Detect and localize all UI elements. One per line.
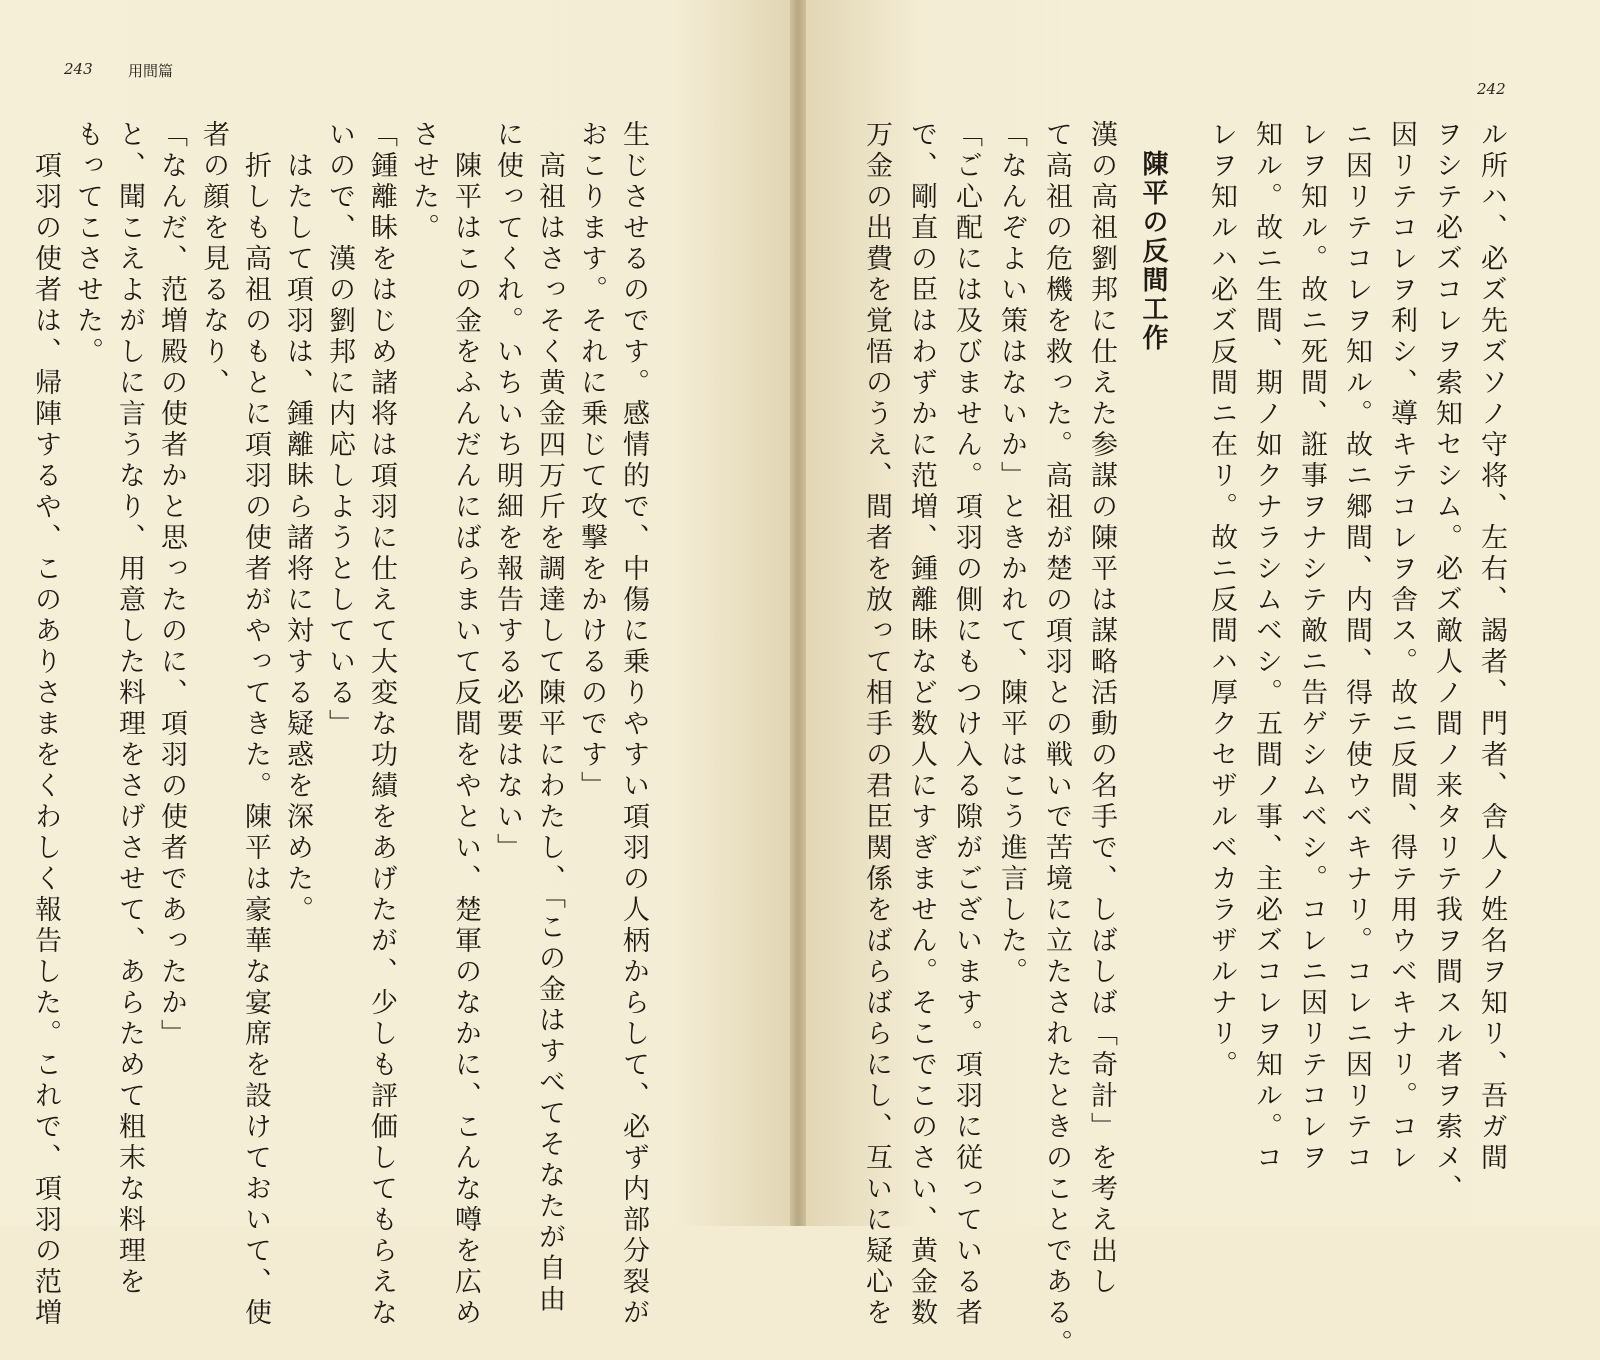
- text-line: ヲシテ必ズコレヲ索知セシム。必ズ敵人ノ間ノ来タリテ我ヲ間スル者ヲ索メ、: [1431, 120, 1462, 1205]
- text-line: 万金の出費を覚悟のうえ、間者を放って相手の君臣関係をばらばらにし、互いに疑心を: [861, 120, 892, 1329]
- text-line: 「なんぞよい策はないか」ときかれて、陳平はこう進言した。: [996, 120, 1027, 988]
- page-number-right: 242: [1477, 80, 1506, 98]
- text-line: ル所ハ、必ズ先ズソノ守将、左右、謁者、門者、舎人ノ姓名ヲ知リ、吾ガ間: [1476, 120, 1507, 1174]
- text-line: で、剛直の臣はわずかに范増、鍾離眛など数人にすぎません。そこでこのさい、黄金数: [906, 120, 937, 1329]
- text-line: 者の顔を見るなり、: [198, 120, 229, 399]
- text-line: おこります。それに乗じて攻撃をかけるのです」: [576, 120, 607, 802]
- text-line: 生じさせるのです。感情的で、中傷に乗りやすい項羽の人柄からして、必ず内部分裂が: [618, 120, 649, 1329]
- text-line: 「鍾離眛をはじめ諸将は項羽に仕えて大変な功績をあげたが、少しも評価してもらえな: [366, 120, 397, 1329]
- text-line: に使ってくれ。いちいち明細を報告する必要はない」: [492, 120, 523, 864]
- text-line: もってこさせた。: [72, 120, 103, 368]
- text-line: 陳平はこの金をふんだんにばらまいて反間をやとい、楚軍のなかに、こんな噂を広め: [450, 120, 481, 1329]
- page-number-left: 243: [64, 60, 93, 78]
- gutter: [790, 0, 806, 1226]
- text-line: 項羽の使者は、帰陣するや、このありさまをくわしく報告した。これで、項羽の范増: [30, 120, 61, 1329]
- text-line: いので、漢の劉邦に内応しようとしている」: [324, 120, 355, 740]
- text-line: 折しも高祖のもとに項羽の使者がやってきた。陳平は豪華な宴席を設けておいて、使: [240, 120, 271, 1329]
- text-line: 因リテコレヲ利シ、導キテコレヲ舎ス。故ニ反間、得テ用ウベキナリ。コレ: [1386, 120, 1417, 1174]
- section-heading: 陳平の反間工作: [1138, 150, 1168, 353]
- text-line: 知ル。故ニ生間、期ノ如クナラシムベシ。五間ノ事、主必ズコレヲ知ル。コ: [1251, 120, 1282, 1174]
- text-line: て高祖の危機を救った。高祖が楚の項羽との戦いで苦境に立たされたときのことである。: [1041, 120, 1072, 1360]
- running-head: 用間篇: [128, 62, 174, 80]
- text-line: 「なんだ、范増殿の使者かと思ったのに、項羽の使者であったか」: [156, 120, 187, 1050]
- text-line: ニ因リテコレヲ知ル。故ニ郷間、内間、得テ使ウベキナリ。コレニ因リテコ: [1341, 120, 1372, 1174]
- text-line: させた。: [408, 120, 439, 244]
- text-line: 「ご心配には及びません。項羽の側にもつけ入る隙がございます。項羽に従っている者: [951, 120, 982, 1329]
- text-line: と、聞こえよがしに言うなり、用意した料理をさげさせて、あらためて粗末な料理を: [114, 120, 145, 1298]
- text-line: 漢の高祖劉邦に仕えた参謀の陳平は謀略活動の名手で、しばしば「奇計」を考え出し: [1086, 120, 1117, 1298]
- text-line: レヲ知ル。故ニ死間、誑事ヲナシテ敵ニ告ゲシムベシ。コレニ因リテコレヲ: [1296, 120, 1327, 1174]
- text-line: 高祖はさっそく黄金四万斤を調達して陳平にわたし、「この金はすべてそなたが自由: [534, 120, 565, 1316]
- text-line: レヲ知ルハ必ズ反間ニ在リ。故ニ反間ハ厚クセザルベカラザルナリ。: [1206, 120, 1237, 1081]
- text-line: はたして項羽は、鍾離眛ら諸将に対する疑惑を深めた。: [282, 120, 313, 926]
